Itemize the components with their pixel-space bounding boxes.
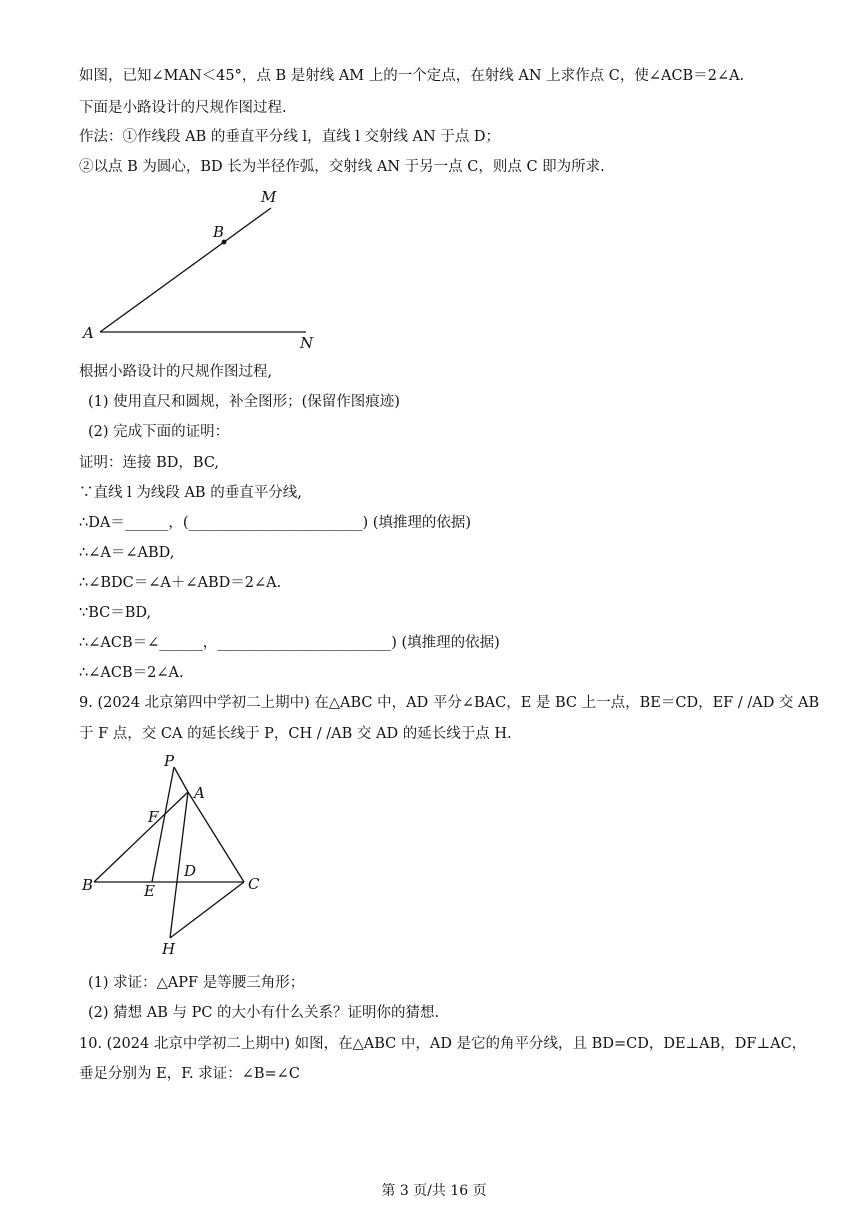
label-a2: A: [194, 784, 205, 802]
label-c: C: [248, 875, 260, 893]
figure-angle-man: [78, 185, 328, 355]
label-m: M: [261, 188, 277, 206]
ray-am: [100, 208, 271, 332]
p9-q2: (2) 猜想 AB 与 PC 的大小有什么关系？证明你的猜想.: [88, 1005, 440, 1021]
p8-q1: (1) 使用直尺和圆规，补全图形；(保留作图痕迹): [88, 394, 400, 410]
p10-line1: 10. (2024 北京中学初二上期中) 如图，在△ABC 中，AD 是它的角平分线，且 BD=CD，DE⊥AB，DF⊥AC，: [79, 1036, 807, 1052]
p9-line1: 9. (2024 北京第四中学初二上期中) 在△ABC 中，AD 平分∠BAC，E 是 BC 上一点，BE＝CD，EF / /AD 交 AB: [79, 695, 820, 711]
label-n: N: [300, 334, 314, 352]
proof-line-4: ∴∠A＝∠ABD,: [79, 545, 175, 561]
label-f: F: [148, 808, 159, 826]
page-footer: 第 3 页/共 16 页: [381, 1183, 487, 1199]
label-d: D: [184, 862, 197, 880]
p8-q2: (2) 完成下面的证明：: [88, 424, 230, 440]
p9-q1: (1) 求证：△APF 是等腰三角形；: [88, 975, 305, 991]
segment-ab: [94, 792, 188, 882]
figure-triangle-abc: [78, 750, 278, 960]
label-h: H: [162, 940, 176, 958]
proof-line-6: ∵BC＝BD,: [79, 605, 152, 621]
segment-pa: [174, 767, 188, 792]
segment-ch: [170, 882, 244, 938]
label-p: P: [164, 752, 175, 770]
proof-line-1: 证明：连接 BD，BC,: [79, 455, 220, 471]
p8-intro: 如图，已知∠MAN＜45°，点 B 是射线 AM 上的一个定点，在射线 AN 上求作点 C，使∠ACB＝2∠A.: [79, 68, 745, 84]
segment-ac: [188, 792, 244, 882]
proof-line-5: ∴∠BDC＝∠A＋∠ABD＝2∠A.: [79, 575, 282, 591]
label-e: E: [144, 882, 155, 900]
proof-line-7: ∴∠ACB＝∠______，________________________) (填推理的依据): [79, 635, 500, 651]
proof-line-8: ∴∠ACB＝2∠A.: [79, 665, 184, 681]
p8-lead: 下面是小路设计的尺规作图过程.: [79, 100, 287, 116]
proof-line-3: ∴DA＝______，(________________________) (填推理的依据): [79, 515, 472, 531]
p8-according: 根据小路设计的尺规作图过程,: [79, 364, 273, 380]
label-a: A: [83, 324, 94, 342]
p8-step2: ②以点 B 为圆心，BD 长为半径作弧，交射线 AN 于另一点 C，则点 C 即为所求.: [79, 159, 605, 175]
label-b: B: [213, 223, 225, 241]
p8-step1: 作法：①作线段 AB 的垂直平分线 l，直线 l 交射线 AN 于点 D；: [79, 129, 501, 145]
label-b2: B: [82, 876, 94, 894]
p10-line2: 垂足分别为 E，F. 求证：∠B=∠C: [79, 1066, 300, 1082]
p9-line2: 于 F 点，交 CA 的延长线于 P，CH / /AB 交 AD 的延长线于点 H.: [79, 726, 512, 742]
proof-line-2: ∵直线 l 为线段 AB 的垂直平分线,: [79, 485, 302, 501]
